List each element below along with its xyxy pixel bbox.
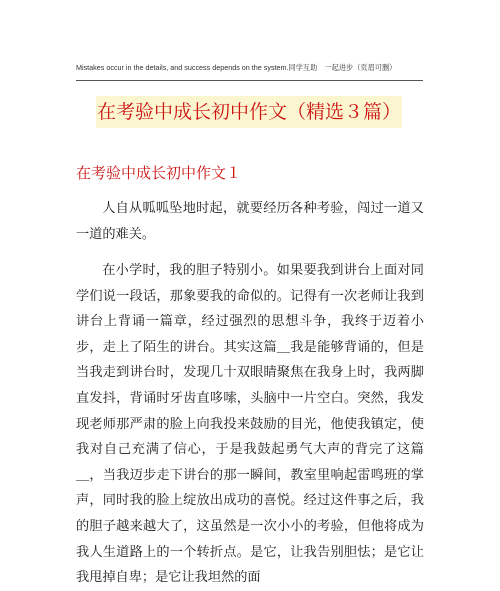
page-header-tagline: Mistakes occur in the details, and success depends on the system.同学互助 一起进步（页眉可删） [76, 63, 397, 72]
paragraph-text: 人自从呱呱坠地时起，就要经历各种考验，闯过一道又一道的难关。 [76, 201, 424, 242]
section-heading: 在考验中成长初中作文１ [76, 164, 242, 182]
header-divider [76, 80, 423, 81]
paragraph [76, 258, 424, 591]
document-title: 在考验中成长初中作文（精选３篇） [96, 101, 401, 123]
paragraph-text: 在小学时，我的胆子特别小。如果要我到讲台上面对同学们说一段话，那象要我的命似的。记得有一次老师让我到讲台上背诵一篇章，经过强烈的思想斗争，我终于迈着小步，走上了陌生的讲台。其实这篇＿我是能够背诵的，但是当我走到讲台时，发现几十双眼睛聚焦在我身上时，我两脚直发抖，背诵时牙齿直哆嗦，头脑中一片空白。突然，我发现老师那严肃的脸上向我投来鼓励的目光，他使我镇定，使我对自己充满了信心，于是我鼓起勇气大声的背完了这篇＿，当我迈步走下讲台的那一瞬间，教室里响起雷鸣班的掌声，同时我的脸上绽放出成功的喜悦。经过这件事之后，我的胆子越来越大了，这虽然是一次小小的考验，但他将成为我人生道路上的一个转折点。是它，让我告别胆怯；是它让我甩掉自卑；是它让我坦然的面 [76, 263, 424, 586]
paragraph [76, 196, 424, 247]
